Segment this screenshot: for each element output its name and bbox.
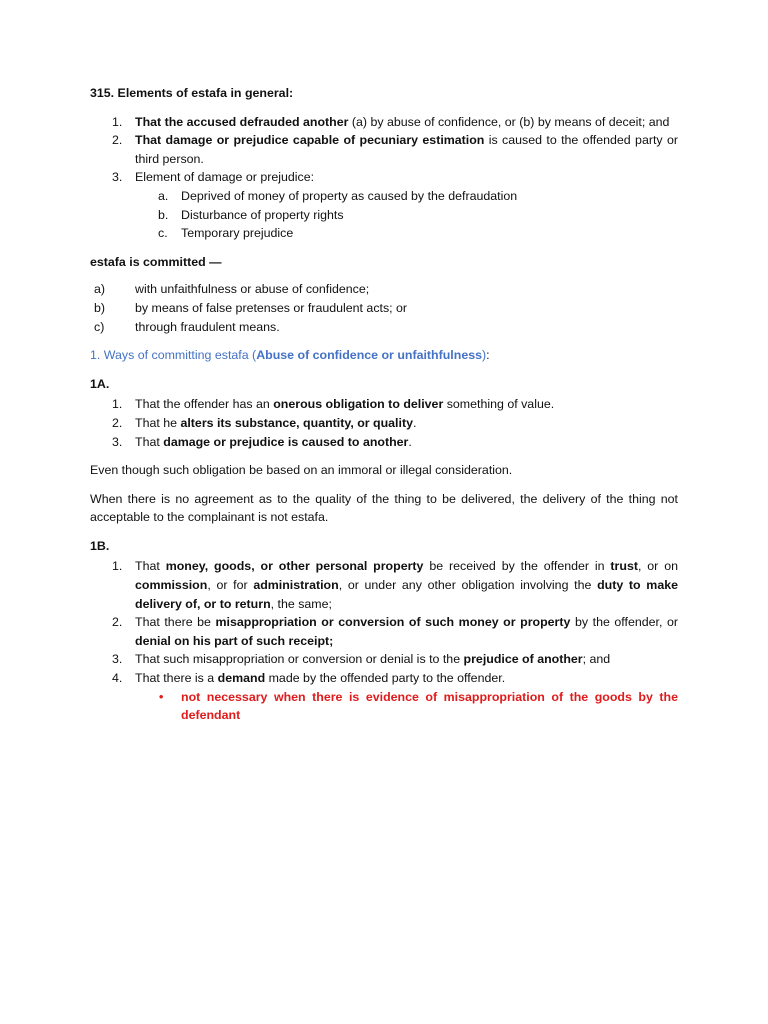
- list-number: 3.: [112, 170, 123, 185]
- 1a-item-1: [90, 395, 678, 414]
- list-number: 3.: [112, 434, 123, 449]
- 1b-1-text: , or on: [637, 559, 678, 574]
- 1a-3-text: That: [135, 434, 164, 449]
- 1b-2-text: That there be: [135, 615, 216, 630]
- element-2-bold-text: That damage or prejudice capable of pecuniary estimation: [135, 133, 485, 148]
- 1b-3-text: That such misappropriation or conversion or denial is to the: [135, 652, 464, 667]
- 1a-item-2: [90, 414, 678, 433]
- 1a-3-bold-text: damage or prejudice is caused to another: [163, 434, 409, 449]
- list-letter: b.: [158, 207, 169, 222]
- damage-subitems-list: [90, 187, 678, 243]
- section-1-title-suffix: :: [486, 348, 490, 363]
- subsection-1b-label: 1B.: [90, 538, 110, 553]
- element-3-text: Element of damage or prejudice:: [135, 170, 315, 185]
- 1b-3-text-end: ; and: [582, 652, 611, 667]
- committed-text: by means of false pretenses or fraudulent acts; or: [135, 300, 408, 315]
- list-number: 3.: [112, 652, 123, 667]
- element-item-3: [90, 168, 678, 187]
- 1b-1-text: That: [135, 559, 166, 574]
- subitem-text: Disturbance of property rights: [181, 207, 344, 222]
- element-item-2: [90, 131, 678, 168]
- subitem-b: [90, 206, 678, 225]
- committed-item-c: [90, 318, 678, 337]
- 1b-1-text: , or for: [207, 578, 254, 593]
- 1a-note-quality: When there is no agreement as to the quality of the thing to be delivered, the delivery of the thing not acceptable to the complainant is not estafa.: [90, 491, 678, 525]
- list-letter: b): [94, 300, 106, 315]
- list-number: 4.: [112, 671, 123, 686]
- list-number: 1.: [112, 114, 123, 129]
- estafa-committed-heading: estafa is committed —: [90, 254, 222, 269]
- section-1-title-prefix: 1. Ways of committing estafa (: [90, 348, 257, 363]
- 1a-2-text: That he: [135, 415, 181, 430]
- 1a-note-immoral: Even though such obligation be based on an immoral or illegal consideration.: [90, 463, 513, 478]
- committed-text: through fraudulent means.: [135, 319, 280, 334]
- 1b-1-text-end: , the same;: [270, 596, 332, 611]
- subsection-1a-list: [90, 395, 678, 451]
- element-item-1: [90, 113, 678, 132]
- element-1-bold-text: That the accused defrauded another: [135, 114, 349, 129]
- subsection-1a-label: 1A.: [90, 376, 110, 391]
- list-number: 2.: [112, 615, 123, 630]
- 1b-3-bold-text: prejudice of another: [463, 652, 583, 667]
- 1b-4-text-end: made by the offended party to the offender.: [265, 671, 506, 686]
- 1b-2-bold-text: misappropriation or conversion of such money or property: [215, 615, 571, 630]
- 1a-2-text-end: .: [412, 415, 417, 430]
- subitem-text: Temporary prejudice: [181, 226, 294, 241]
- committed-ways-list: [90, 280, 678, 336]
- 1a-1-text: That the offender has an: [135, 397, 274, 412]
- 1b-1-bold-text: money, goods, or other personal property: [165, 559, 424, 574]
- 1a-2-bold-text: alters its substance, quantity, or quality: [180, 415, 413, 430]
- elements-list: [90, 113, 678, 187]
- 1b-4-text: That there is a: [135, 671, 218, 686]
- 1b-item-3: [90, 650, 678, 669]
- demand-note-list: [90, 688, 678, 725]
- 1b-item-1: [90, 557, 678, 613]
- list-number: 2.: [112, 133, 123, 148]
- 1a-1-text-end: something of value.: [443, 397, 555, 412]
- document-page: [90, 84, 678, 725]
- committed-item-b: [90, 299, 678, 318]
- section-1-title-bold: Abuse of confidence or unfaithfulness: [256, 348, 482, 363]
- 1a-item-3: [90, 433, 678, 452]
- 1b-4-bold-text: demand: [217, 671, 266, 686]
- list-letter: a.: [158, 188, 169, 203]
- section-1-title: [90, 346, 678, 365]
- 1b-1-bold-text: administration: [253, 578, 339, 593]
- list-number: 1.: [112, 397, 123, 412]
- 1b-2-text: by the offender, or: [570, 615, 679, 630]
- section-315-heading: 315. Elements of estafa in general:: [90, 86, 294, 100]
- 1b-2-bold-text: denial on his part of such receipt;: [135, 633, 334, 648]
- bullet-icon: •: [159, 689, 164, 704]
- 1b-1-bold-text: duty to make delivery of, or to return: [135, 578, 678, 611]
- list-letter: c): [94, 319, 105, 334]
- subsection-1b-list: [90, 557, 678, 687]
- 1b-1-text: , or under any other obligation involving the: [338, 578, 598, 593]
- spacer: [90, 480, 678, 490]
- element-1-text: (a) by abuse of confidence, or (b) by means of deceit; and: [348, 114, 670, 129]
- subitem-text: Deprived of money of property as caused by the defraudation: [181, 188, 518, 203]
- list-letter: c.: [158, 226, 168, 241]
- list-letter: a): [94, 282, 106, 297]
- demand-note-item: [90, 688, 678, 725]
- committed-text: with unfaithfulness or abuse of confidence;: [135, 282, 370, 297]
- 1b-1-bold-text: trust: [610, 559, 638, 574]
- demand-note-text: not necessary when there is evidence of misappropriation of the goods by the defendant: [181, 689, 678, 723]
- subitem-a: [90, 187, 678, 206]
- 1b-1-text: be received by the offender in: [423, 559, 611, 574]
- 1a-3-text-end: .: [408, 434, 412, 449]
- 1b-item-4: [90, 669, 678, 688]
- list-number: 1.: [112, 559, 123, 574]
- committed-item-a: [90, 280, 678, 299]
- 1b-1-bold-text: commission: [135, 578, 208, 593]
- 1a-1-bold-text: onerous obligation to deliver: [273, 397, 444, 412]
- list-number: 2.: [112, 415, 123, 430]
- subitem-c: [90, 224, 678, 243]
- 1b-item-2: [90, 613, 678, 650]
- section-1-title-close: ): [482, 348, 487, 363]
- spacer: [90, 451, 678, 461]
- element-2-text: is caused to the offended party or third person.: [135, 133, 678, 166]
